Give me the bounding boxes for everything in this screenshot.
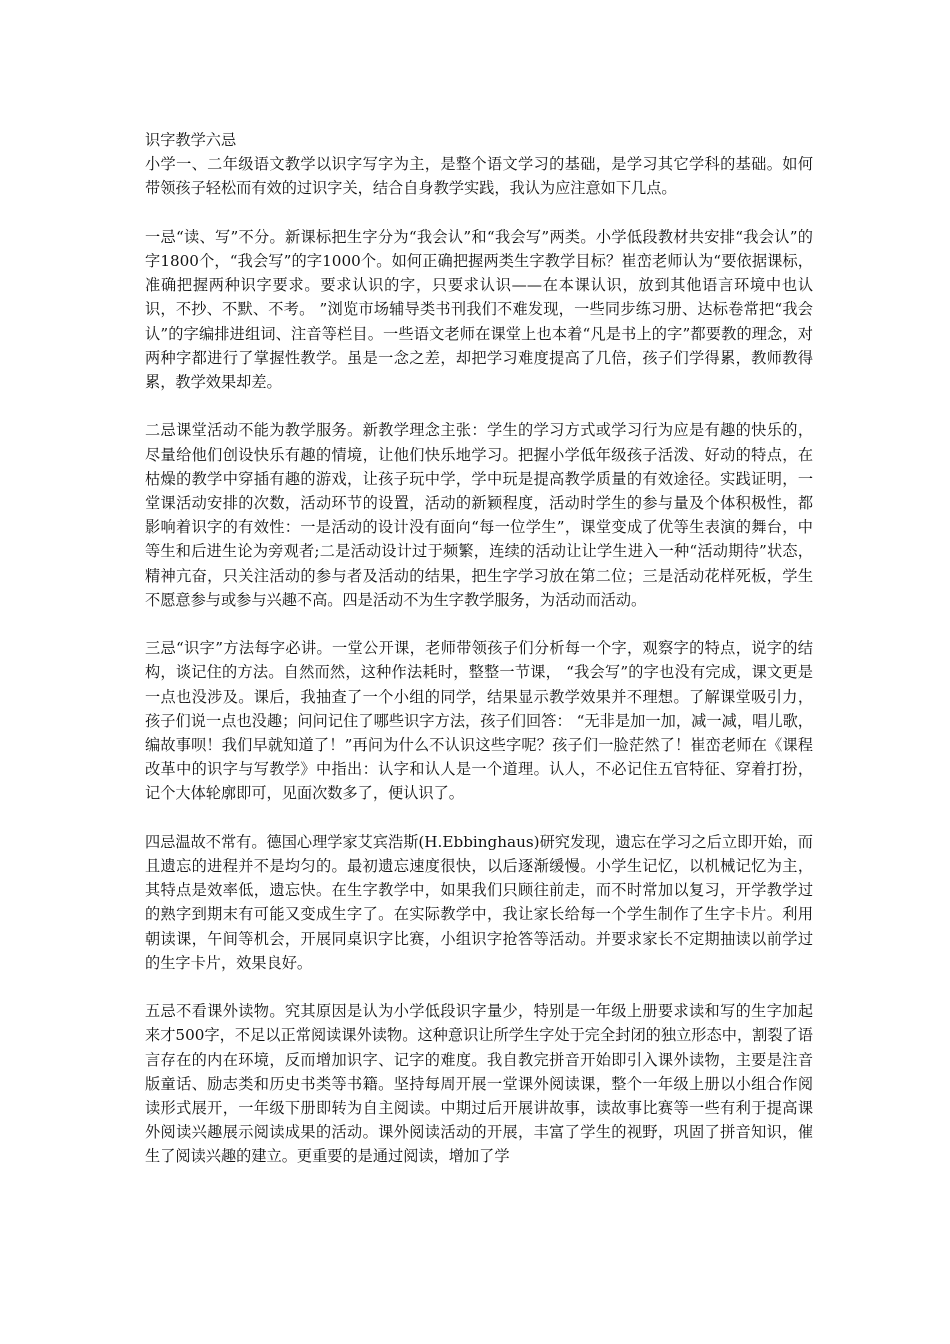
paragraph-1: 一忌“读、写”不分。新课标把生字分为“我会认”和“我会写”两类。小学低段教材共安排“我会认”的字1800个，“我会写”的字1000个。如何正确把握两类生字教学目标？崔峦老师认为“要依据课标，准确把握两种识字要求。要求认识的字，只要求认识——在本课认识，放到其他语言环境中也认识，不抄、不默、不考。 ”浏览市场辅导类书刊我们不难发现，一些同步练习册、达标卷常把“我会认”的字编排进组词、注音等栏目。一些语文老师在课堂上也本着“凡是书上的字”都要教的理念，对两种字都进行了掌握性教学。虽是一念之差，却把学习难度提高了几倍，孩子们学得累，教师教得累，教学效果却差。	[145, 227, 813, 392]
paragraph-2: 二忌课堂活动不能为教学服务。新教学理念主张：学生的学习方式或学习行为应是有趣的快乐的，尽量给他们创设快乐有趣的情境，让他们快乐地学习。把握小学低年级孩子活泼、好动的特点，在枯燥的教学中穿插有趣的游戏，让孩子玩中学，学中玩是提高教学质量的有效途径。实践证明，一堂课活动安排的次数，活动环节的设置，活动的新颖程度，活动时学生的参与量及个体积极性，都影响着识字的有效性：一是活动的设计没有面向“每一位学生”，课堂变成了优等生表演的舞台，中等生和后进生论为旁观者;二是活动设计过于频繁，连续的活动让让学生进入一种“活动期待”状态，精神亢奋，只关注活动的参与者及活动的结果，把生字学习放在第二位；三是活动花样死板，学生不愿意参与或参与兴趣不高。四是活动不为生字教学服务，为活动而活动。	[145, 421, 813, 609]
document-body	[145, 128, 813, 1193]
paragraph-intro: 小学一、二年级语文教学以识字写字为主，是整个语文学习的基础，是学习其它学科的基础。如何带领孩子轻松而有效的过识字关，结合自身教学实践，我认为应注意如下几点。	[145, 155, 813, 198]
paragraph-4: 四忌温故不常有。德国心理学家艾宾浩斯(H.Ebbinghaus)研究发现，遗忘在学习之后立即开始，而且遗忘的进程并不是均匀的。最初遗忘速度很快，以后逐渐缓慢。小学生记忆，以机械记忆为主，其特点是效率低，遗忘快。在生字教学中，如果我们只顾往前走，而不时常加以复习，开学教学过的熟字到期末有可能又变成生字了。在实际教学中，我让家长给每一个学生制作了生字卡片。利用朝读课，午间等机会，开展同桌识字比赛，小组识字抢答等活动。并要求家长不定期抽读以前学过的生字卡片，效果良好。	[145, 832, 813, 972]
document-title: 识字教学六忌	[145, 131, 237, 149]
paragraph-5: 五忌不看课外读物。究其原因是认为小学低段识字量少，特别是一年级上册要求读和写的生字加起来才500字，不足以正常阅读课外读物。这种意识让所学生字处于完全封闭的独立形态中，割裂了语言存在的内在环境，反而增加识字、记字的难度。我自教完拼音开始即引入课外读物，主要是注音版童话、励志类和历史书类等书籍。坚持每周开展一堂课外阅读课，整个一年级上册以小组合作阅读形式展开，一年级下册即转为自主阅读。中期过后开展讲故事，读故事比赛等一些有利于提高课外阅读兴趣展示阅读成果的活动。课外阅读活动的开展，丰富了学生的视野，巩固了拼音知识，催生了阅读兴趣的建立。更重要的是通过阅读，增加了学	[145, 1002, 813, 1166]
paragraph-3: 三忌“识字”方法每字必讲。一堂公开课，老师带领孩子们分析每一个字，观察字的特点，说字的结构，谈记住的方法。自然而然，这种作法耗时，整整一节课， “我会写”的字也没有完成，课文更是一点也没涉及。课后，我抽查了一个小组的同学，结果显示教学效果并不理想。了解课堂吸引力，孩子们说一点也没趣；问问记住了哪些识字方法，孩子们回答： “无非是加一加，减一减，唱儿歌，编故事呗！我们早就知道了！”再问为什么不认识这些字呢？孩子们一脸茫然了！崔峦老师在《课程改革中的识字与写教学》中指出：认字和认人是一个道理。认人，不必记住五官特征、穿着打扮，记个大体轮廓即可，见面次数多了，便认识了。	[145, 639, 813, 803]
